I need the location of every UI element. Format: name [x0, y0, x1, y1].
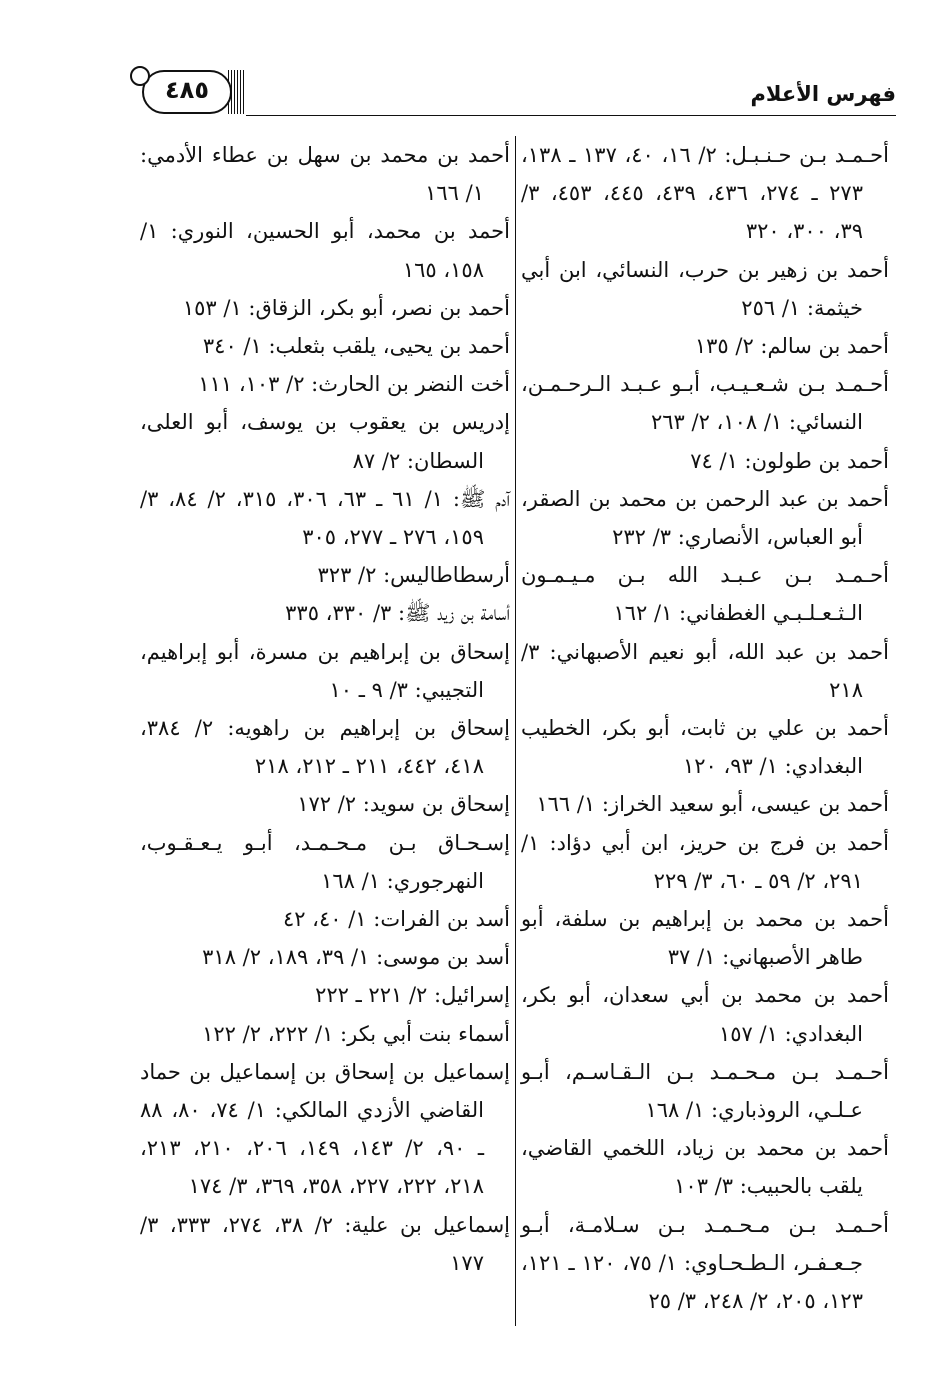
index-entry: أحـمـد بـن شـعـيـب، أبـو عـبـد الـرحـمـن، النسائي: ١/ ١٠٨، ٢/ ٢٦٣ [521, 372, 889, 435]
index-entry: أحمد بن طولون: ١/ ٧٤ [690, 448, 889, 473]
index-entry: أحـمـد بـن مـحـمـد بـن الـقـاسـم، أبـو عـلـي، الروذباري: ١/ ١٦٨ [521, 1059, 889, 1123]
index-entry: أسد بن الفرات: ١/ ٤٠، ٤٢ [282, 907, 510, 932]
index-entry: إسحاق بن سويد: ٢/ ١٧٢ [297, 792, 510, 817]
index-entry: أحمد بن علي بن ثابت، أبو بكر، الخطيب البغدادي: ١/ ٩٣، ١٢٠ [521, 716, 889, 779]
index-entry: أخت النضر بن الحارث: ٢/ ١٠٣، ١١١ [198, 372, 510, 397]
page-number-badge [142, 70, 232, 114]
index-entry: إسماعيل بن إسحاق بن إسماعيل بن حماد القاضي الأزدي المالكي: ١/ ٧٤، ٨٠، ٨٨ ـ ٩٠، ٢/ ١٤٣، ١٤٩، ٢٠٦، ٢١٠، ٢١٣، ٢١٨، ٢٢٢، ٢٢٧، ٣٥٨، ٣٦٩، ٣/ ١٧٤ [140, 1059, 510, 1199]
index-entry: أرسطاطاليس: ٢/ ٣٢٣ [317, 563, 510, 588]
index-entry: أحـمـد بـن عـبـد الله بـن مـيـمـون الـثـعـلـبـي الغطفاني: ١/ ١٦٢ [521, 563, 889, 626]
index-entry: أحمد بن يحيى، يلقب بثعلب: ١/ ٣٤٠ [202, 334, 510, 359]
index-entry: أحمد بن عبد الله، أبو نعيم الأصبهاني: ٣/ ٢١٨ [521, 639, 889, 702]
index-entry: أسامة بن زيد ﷺ: ٣/ ٣٣٠، ٣٣٥ [285, 601, 510, 626]
index-entry: أحـمـد بـن حـنـبـل: ٢/ ١٦، ٤٠، ١٣٧ ـ ١٣٨، ٢٧٣ ـ ٢٧٤، ٤٣٦، ٤٣٩، ٤٤٥، ٤٥٣، ٣/ ٣٩، ٣٠٠، ٣٢٠ [521, 143, 889, 244]
index-entry: إدريس بن يعقوب بن يوسف، أبو العلى، السطان: ٢/ ٨٧ [140, 410, 510, 473]
index-entry: إسماعيل بن علية: ٢/ ٣٨، ٢٧٤، ٣٣٣، ٣/ ١٧٧ [140, 1212, 510, 1275]
index-entry: أسد بن موسى: ١/ ٣٩، ١٨٩، ٢/ ٣١٨ [202, 945, 510, 970]
index-entry: أحمد بن محمد، أبو الحسين، النوري: ١/ ١٥٨، ١٦٥ [140, 219, 510, 282]
index-entry: أحمد بن محمد بن سهل بن عطاء الأدمي: ١/ ١٦٦ [140, 143, 510, 206]
index-entry: أحمد بن فرج بن حريز، ابن أبي دؤاد: ١/ ٢٩١، ٢/ ٥٩ ـ ٦٠، ٣/ ٢٢٩ [521, 830, 889, 893]
index-column-right [521, 136, 889, 1320]
index-column-left [140, 136, 510, 1282]
index-entry: أحمد بن سالم: ٢/ ١٣٥ [694, 334, 889, 359]
page-header [130, 58, 896, 120]
index-entry: إسرائيل: ٢/ ٢٢١ ـ ٢٢٢ [315, 983, 510, 1008]
index-entry: أحمد بن عبد الرحمن بن محمد بن الصقر، أبو العباس، الأنصاري: ٣/ ٢٣٢ [521, 486, 889, 550]
running-title: فهرس الأعلام [750, 82, 896, 106]
index-entry: أسماء بنت أبي بكر: ١/ ٢٢٢، ٢/ ١٢٢ [202, 1021, 510, 1046]
index-entry: أحمد بن محمد بن زياد، اللخمي القاضي، يلقب بالحبيب: ٣/ ١٠٣ [521, 1136, 889, 1199]
index-entry: آدم ﷺ: ١/ ٦١ ـ ٦٣، ٣٠٦، ٣١٥، ٢/ ٨٤، ٣/ ١٥٩، ٢٧٦ ـ ٢٧٧، ٣٠٥ [140, 486, 511, 550]
header-rule [246, 115, 896, 116]
index-entry: إسحاق بن إبراهيم بن راهويه: ٢/ ٣٨٤، ٤١٨، ٤٤٢، ٢١١ ـ ٢١٢، ٢١٨ [140, 716, 510, 779]
index-entry: أحـمـد بـن مـحـمـد بـن سـلامـة، أبـو جـعـفـر، الـطـحـاوي: ١/ ٧٥، ١٢٠ ـ ١٢١، ١٢٣، ٢٠٥، ٢/ ٢٤٨، ٣/ ٢٥ [521, 1212, 889, 1314]
page-number: ٤٨٥ [165, 76, 209, 104]
index-entry: أحمد بن محمد بن إبراهيم بن سلفة، أبو طاهر الأصبهاني: ١/ ٣٧ [521, 907, 889, 970]
index-entry: أحمد بن محمد بن أبي سعدان، أبو بكر، البغدادي: ١/ ١٥٧ [521, 983, 889, 1046]
index-entry: أحمد بن عيسى، أبو سعيد الخراز: ١/ ١٦٦ [536, 792, 889, 817]
index-entry: إسحاق بن إبراهيم بن مسرة، أبو إبراهيم، التجيبي: ٣/ ٩ ـ ١٠ [140, 639, 510, 702]
index-entry: إسـحـاق بـن مـحـمـد، أبـو يـعـقـوب، النهرجوري: ١/ ١٦٨ [140, 830, 510, 893]
decorative-ring [130, 66, 150, 86]
index-entry: أحمد بن نصر، أبو بكر، الزقاق: ١/ ١٥٣ [182, 295, 510, 320]
column-divider [515, 136, 516, 1326]
index-entry: أحمد بن زهير بن حرب، النسائي، ابن أبي خيثمة: ١/ ٢٥٦ [521, 257, 889, 320]
